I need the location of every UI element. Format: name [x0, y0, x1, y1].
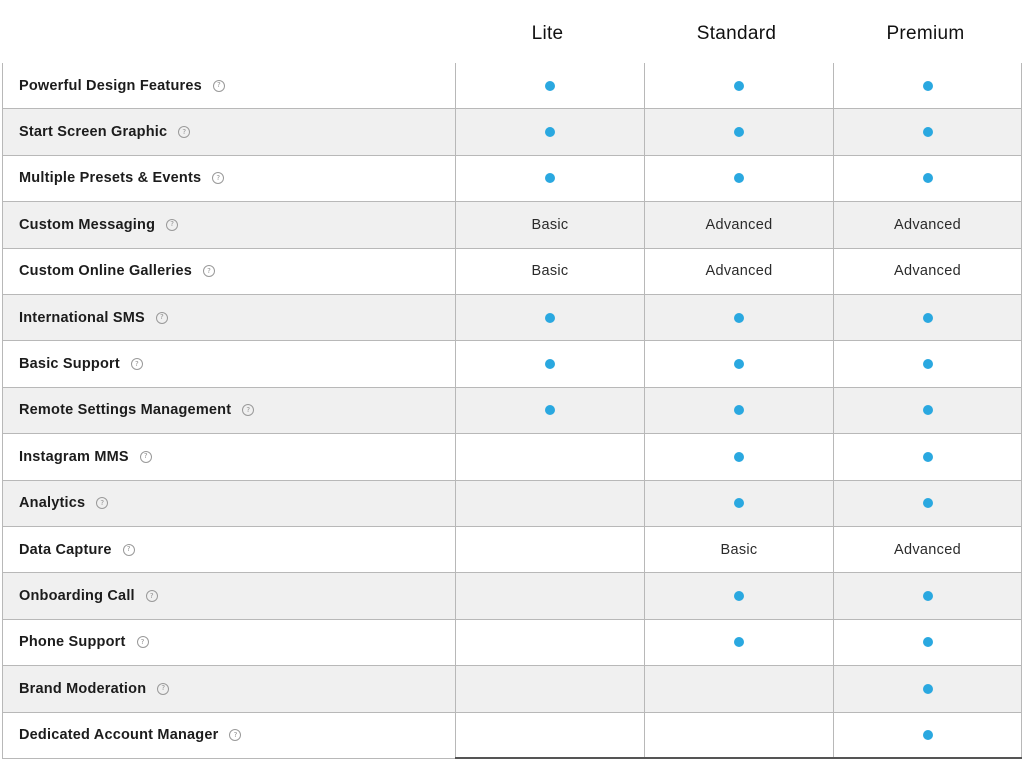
included-dot-icon — [923, 359, 933, 369]
plan-cell-premium — [833, 388, 1022, 433]
plan-cell-premium — [833, 713, 1022, 758]
help-icon[interactable]: ? — [140, 451, 152, 463]
feature-label: Remote Settings Management — [19, 402, 232, 419]
table-row — [2, 249, 1022, 295]
included-dot-icon — [734, 452, 744, 462]
plan-cell-lite — [455, 527, 644, 572]
feature-cell — [2, 109, 455, 154]
help-icon[interactable]: ? — [96, 497, 108, 509]
tier-value: Basic — [720, 541, 758, 558]
feature-cell — [2, 573, 455, 618]
included-dot-icon — [734, 405, 744, 415]
tier-value: Basic — [531, 263, 569, 280]
included-dot-icon — [545, 173, 555, 183]
plan-cell-standard — [644, 63, 833, 108]
plan-header-lite: Lite — [531, 23, 564, 44]
table-row — [2, 481, 1022, 527]
feature-cell — [2, 341, 455, 386]
feature-cell — [2, 388, 455, 433]
tier-value: Advanced — [705, 216, 773, 233]
plan-cell-lite — [455, 573, 644, 618]
plan-cell-lite — [455, 156, 644, 201]
help-icon[interactable]: ? — [131, 358, 143, 370]
plan-cell-standard — [644, 202, 833, 247]
table-row — [2, 295, 1022, 341]
plan-cell-standard — [644, 249, 833, 294]
plan-cell-premium — [833, 666, 1022, 711]
included-dot-icon — [545, 127, 555, 137]
help-icon[interactable]: ? — [157, 683, 169, 695]
included-dot-icon — [734, 359, 744, 369]
feature-cell — [2, 666, 455, 711]
plan-cell-standard — [644, 666, 833, 711]
plan-cell-premium — [833, 295, 1022, 340]
feature-label: Dedicated Account Manager — [19, 727, 219, 744]
plan-cell-standard — [644, 527, 833, 572]
plan-cell-premium — [833, 63, 1022, 108]
plan-cell-premium — [833, 573, 1022, 618]
help-icon[interactable]: ? — [213, 80, 225, 92]
plan-cell-standard — [644, 434, 833, 479]
table-row — [2, 109, 1022, 155]
help-icon[interactable]: ? — [137, 636, 149, 648]
plan-cell-standard — [644, 388, 833, 433]
table-row — [2, 202, 1022, 248]
plan-cell-premium — [833, 434, 1022, 479]
plan-header-premium: Premium — [886, 23, 965, 44]
included-dot-icon — [923, 405, 933, 415]
plan-cell-standard — [644, 481, 833, 526]
feature-label: Custom Online Galleries — [19, 263, 193, 280]
included-dot-icon — [545, 81, 555, 91]
feature-label: International SMS — [19, 309, 145, 326]
plan-cell-premium — [833, 620, 1022, 665]
plan-cell-premium — [833, 202, 1022, 247]
help-icon[interactable]: ? — [146, 590, 158, 602]
table-row — [2, 666, 1022, 712]
included-dot-icon — [923, 498, 933, 508]
included-dot-icon — [734, 498, 744, 508]
feature-label: Custom Messaging — [19, 216, 156, 233]
plan-cell-premium — [833, 156, 1022, 201]
included-dot-icon — [734, 591, 744, 601]
feature-label: Multiple Presets & Events — [19, 170, 202, 187]
included-dot-icon — [923, 684, 933, 694]
plan-cell-lite — [455, 388, 644, 433]
included-dot-icon — [734, 173, 744, 183]
plan-cell-lite — [455, 202, 644, 247]
feature-cell — [2, 249, 455, 294]
feature-label: Start Screen Graphic — [19, 124, 168, 141]
help-icon[interactable]: ? — [156, 312, 168, 324]
feature-cell — [2, 713, 455, 758]
table-row — [2, 63, 1022, 109]
plan-cell-lite — [455, 434, 644, 479]
included-dot-icon — [923, 173, 933, 183]
plan-cell-standard — [644, 341, 833, 386]
plan-cell-standard — [644, 156, 833, 201]
feature-label: Analytics — [19, 495, 86, 512]
included-dot-icon — [923, 637, 933, 647]
plan-cell-lite — [455, 620, 644, 665]
included-dot-icon — [923, 730, 933, 740]
feature-cell — [2, 620, 455, 665]
tier-value: Advanced — [894, 216, 961, 233]
included-dot-icon — [923, 81, 933, 91]
tier-value: Advanced — [894, 541, 961, 558]
plan-cell-standard — [644, 295, 833, 340]
plan-cell-premium — [833, 249, 1022, 294]
feature-cell — [2, 156, 455, 201]
plan-cell-lite — [455, 713, 644, 758]
feature-label: Instagram MMS — [19, 448, 129, 465]
feature-label: Onboarding Call — [19, 588, 135, 605]
feature-label: Basic Support — [19, 356, 120, 373]
feature-cell — [2, 202, 455, 247]
table-row — [2, 620, 1022, 666]
help-icon[interactable]: ? — [123, 544, 135, 556]
feature-cell — [2, 434, 455, 479]
plan-header-standard: Standard — [696, 23, 777, 44]
help-icon[interactable]: ? — [166, 219, 178, 231]
included-dot-icon — [545, 313, 555, 323]
included-dot-icon — [734, 81, 744, 91]
plan-cell-premium — [833, 481, 1022, 526]
plan-cell-lite — [455, 666, 644, 711]
plan-cell-lite — [455, 63, 644, 108]
included-dot-icon — [923, 452, 933, 462]
table-row — [2, 713, 1022, 759]
included-dot-icon — [923, 313, 933, 323]
plan-cell-lite — [455, 249, 644, 294]
included-dot-icon — [734, 127, 744, 137]
plan-header — [0, 0, 1023, 63]
help-icon[interactable]: ? — [242, 404, 254, 416]
included-dot-icon — [923, 127, 933, 137]
included-dot-icon — [734, 313, 744, 323]
help-icon[interactable]: ? — [212, 172, 224, 184]
feature-label: Phone Support — [19, 634, 126, 651]
included-dot-icon — [734, 637, 744, 647]
plan-cell-standard — [644, 573, 833, 618]
plan-cell-lite — [455, 109, 644, 154]
feature-label: Brand Moderation — [19, 680, 147, 697]
help-icon[interactable]: ? — [203, 265, 215, 277]
feature-label: Powerful Design Features — [19, 77, 202, 94]
plan-cell-lite — [455, 481, 644, 526]
table-row — [2, 434, 1022, 480]
tier-value: Basic — [531, 216, 569, 233]
included-dot-icon — [923, 591, 933, 601]
plan-cell-premium — [833, 527, 1022, 572]
table-row — [2, 156, 1022, 202]
tier-value: Advanced — [894, 263, 961, 280]
plan-cell-lite — [455, 295, 644, 340]
table-row — [2, 527, 1022, 573]
included-dot-icon — [545, 405, 555, 415]
table-row — [2, 388, 1022, 434]
plan-cell-lite — [455, 341, 644, 386]
help-icon[interactable]: ? — [178, 126, 190, 138]
plan-cell-standard — [644, 620, 833, 665]
plan-cell-premium — [833, 109, 1022, 154]
plan-cell-premium — [833, 341, 1022, 386]
feature-label: Data Capture — [19, 541, 112, 558]
table-row — [2, 573, 1022, 619]
feature-cell — [2, 527, 455, 572]
included-dot-icon — [545, 359, 555, 369]
plan-cell-standard — [644, 713, 833, 758]
feature-cell — [2, 295, 455, 340]
plan-cell-standard — [644, 109, 833, 154]
table-row — [2, 341, 1022, 387]
tier-value: Advanced — [705, 263, 773, 280]
feature-cell — [2, 63, 455, 108]
feature-cell — [2, 481, 455, 526]
help-icon[interactable]: ? — [229, 729, 241, 741]
